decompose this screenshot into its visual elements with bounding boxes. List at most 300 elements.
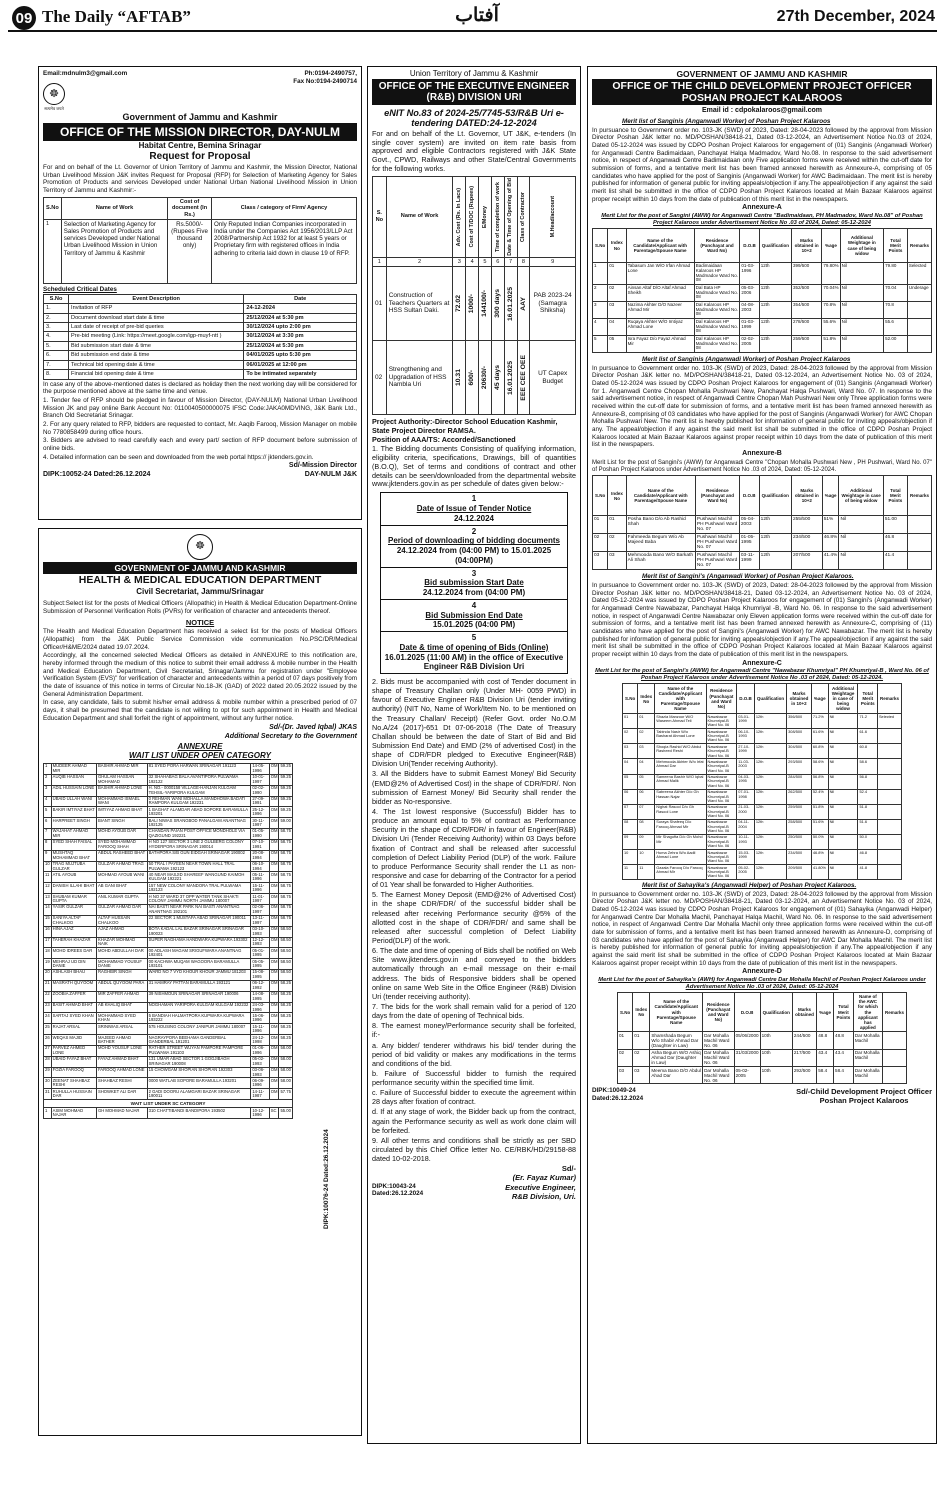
health-annexure: ANNEXURE [177,741,223,751]
waitlist-cell: 20-08-1994 [251,850,269,861]
merit-cell: 51.6% [811,819,828,834]
health-para-2: Accordingly, all the concerned selected Medical Officers as detailed in ANNEXURE to this notification are, hereby informed through the medium of this notice to submit their email address & mobile number in the Health and Medical Education Department, Civil Secretariat, Srinagar/Jammu for registration under "Employee Verification System (EVS)" for verification of character and antecedents within a period of 07 days positively from the date of issuance of this notice in terms of Circular No.18-JK (GAD) of 2022 dated 20.05.2022 issued by the General Administration Department. [43,652,357,698]
merit-cell: 55.6 [884,319,908,336]
waitlist-cell: 59.25 [279,785,293,796]
waitlist-cell: 59.25 [279,764,293,775]
waitlist-cell: 10-01-1997 [251,774,269,785]
merit-cell: 255/500 [791,516,822,534]
waitlist-row [44,764,293,775]
merit-cell: 11-03-2003 [737,759,755,774]
merit-cell: 04 [608,319,626,336]
rb-cell-value: 45 days [493,365,501,390]
merit-cell [877,744,901,759]
waitlist-cell: OM [269,915,279,926]
merit-col-header: Remarks [877,684,901,714]
rb-dip-2: Dated:26.12.2024 [372,1190,424,1198]
merit-col-header: Additional Weightage in case of being widow [839,476,883,516]
merit-cell: 09 [623,834,638,849]
waitlist-row [44,883,293,894]
waitlist-cell: 39 NISHMOUN SRINAGAR SRINAGAR 190006 [147,991,251,1002]
waitlist-cell: OM [269,926,279,937]
waitlist-cell: GH MOHMAD NAJAR [96,1108,147,1119]
waitlist-cell: ZOOBIA ZAFFER [51,991,96,1002]
merit-cell: 61.6% [811,729,828,744]
cdpo-dip-2: Dated:26.12.2024 [592,1094,644,1102]
waitlist-row [44,839,293,850]
waitlist-cell: OM [269,872,279,883]
merit-cell: 12th [759,319,791,336]
rb-cell-value: 600/- [468,369,476,386]
waitlist-cell: 58.75 [279,894,293,905]
waitlist-cell: MOHD AYOUB DAR [96,829,147,840]
waitlist-row [44,818,293,829]
merit-row [623,759,902,774]
waitlist-cell: SANIYA ALTAF CHALKOO [51,915,96,926]
merit-cell: 05-02-2005 [737,865,755,880]
waitlist-cell: MOHD IDREES DAR [51,948,96,959]
merit-cell: 58.6 [858,759,877,774]
waitlist-cell: 25 [44,1024,52,1035]
waitlist-cell: 10 [44,861,52,872]
merit-cell: 352/500 [791,285,821,302]
merit-cell: Nil [839,516,883,534]
merit-cell: Nil [828,714,858,729]
waitlist-cell: RATHER STREET WUYAN PAMPORE PAMPORE PULWAMA 191103 [147,1045,251,1056]
merit-cell: 3 [593,302,608,319]
annex-c-table [622,683,902,880]
merit-cell: 46.8% [811,849,828,864]
waitlist-cell: 59.00 [279,818,293,829]
merit-cell [877,819,901,834]
waitlist-cell: 19 [44,959,52,970]
waitlist-cell: 24 [44,1013,52,1024]
rb-sign-3: R&B Division, Uri. [511,1191,576,1201]
waitlist-cell: MOHAMMAD YOUSUF DANIE [96,959,147,970]
waitlist-cell: 15-11-1996 [251,883,269,894]
merit-cell: Dar Mohalla Machil Ward No. 06 [703,1066,735,1083]
merit-col-header: D.O.B [740,229,759,263]
waitlist-cell: 58.75 [279,861,293,872]
health-sign-1: Sd/-(Dr. Javed Iqbal) JKAS [269,724,357,732]
waitlist-cell: 11-01-1997 [251,894,269,905]
cdpo-sign-1: Sd/-Child Development Project Officer [796,1087,932,1097]
nulm-advertisement [38,66,362,520]
merit-col-header: Index No [608,476,626,516]
merit-cell: 01 [623,714,638,729]
merit-cell: Dal Bata HP Madmadov Ward No. 08 [694,285,740,302]
merit-row [618,1032,907,1049]
merit-cell: 03 [608,552,626,570]
merit-col-header: S.No [623,684,638,714]
waitlist-cell: 24-03-1996 [251,1002,269,1013]
health-notice: NOTICE [185,618,215,628]
merit-col-header: Qualification [760,993,792,1032]
merit-cell: Shamshada Begum W/o Shabir Ahmad Dar (Daughter in Law) [650,1032,703,1049]
merit-cell: 12th [754,789,786,804]
merit-cell: Nil [828,729,858,744]
merit-cell [882,1066,906,1083]
rb-col-number: 7 [504,257,517,266]
rb-clause-1: 1. The Bidding documents Consisting of qualifying information, eligibility criteria, specifications, Drawings, bill of quantities (B.O.Q), Set of terms and conditions of contract and other details can be seen/downloaded from the departmental website www.jktenders.gov.in as per schedule of dates given below:- [372,444,576,489]
waitlist-cell: OM [269,970,279,981]
rb-cell [517,267,530,341]
schedule-cell: Bid submission end date & time [69,351,244,360]
waitlist-cell: 59.25 [279,807,293,818]
waitlist-row [44,1067,293,1078]
waitlist-row [44,1078,293,1089]
merit-cell: 58.6% [811,759,828,774]
merit-cell: 12th [759,263,791,285]
waitlist-cell: 8 [44,839,52,850]
merit-cell: 11 [623,865,638,880]
rb-schedule-label: Date & time of opening of Bids (Online) [399,642,549,652]
cdpo-annex-c: Annexure-C [742,659,782,667]
col-date: Date [244,294,357,303]
waitlist-cell: BATHPORA S/B GUN EIDGAH SRINAGAR 190002 [147,850,251,861]
waitlist-cell: SUPER NAGHAMA HANDWARA KUPWARA 193302 [147,937,251,948]
rb-schedule-item [381,632,567,673]
nulm-point: 4. Detailed information can be seen and downloaded from the web portal https:// jktenders.gov.in. [43,453,314,461]
waitlist-cell: MUSHTAQ MOHAMMAD BHAT [51,850,96,861]
waitlist-cell: 58.50 [279,970,293,981]
merit-cell: Nighat Rasool D/o Gh Rasool Lone [655,804,706,819]
merit-cell: 244/500 [792,1032,816,1049]
waitlist-cell: MAJEED AHMAD BATHER [96,1035,147,1046]
rb-schedule-num: 5 [471,633,477,643]
merit-cell [877,865,901,880]
merit-cell: 2 [593,285,608,302]
merit-cell: Nil [840,285,883,302]
waitlist-row [44,1089,293,1100]
waitlist-cell: OM [269,1013,279,1024]
nulm-title: OFFICE OF THE MISSION DIRECTOR, DAY-NULM [43,123,357,141]
merit-cell: 01-03-1996 [740,263,759,285]
waitlist-cell: 14 [44,904,52,915]
waitlist-cell: NOGHAMAN YARIPORA KULGAM KULGAM 192232 [147,1002,251,1013]
merit-cell: 12th [759,302,791,319]
merit-cell: Nil [828,819,858,834]
rb-col-label: Class of Contractor [520,191,527,242]
nulm-schedule-table [43,294,357,380]
waitlist-cell: 58.75 [279,872,293,883]
merit-cell [907,516,931,534]
merit-col-header: Additional Weightage in case of being widow [840,229,883,263]
rb-col-label: Time of completion of work [494,181,501,252]
merit-col-header: Marks obtained in 10+2 [791,476,822,516]
merit-col-header: Residence (Panchayat and Ward No) [694,229,740,263]
merit-col-header: Total Merit Points [883,476,907,516]
merit-cell: 12th [754,714,786,729]
rb-schedule-item [381,493,567,525]
merit-cell: Nazima Akhter D/O Nazeer Ahmad Mir [626,302,694,319]
waitlist-cell: AB GANI BHAT [96,883,147,894]
merit-cell: Shazia Manzoor W/O Waseem Ahmad Teli [655,714,706,729]
waitlist-cell: OM [269,774,279,785]
rb-cell-value: 300 days [493,289,501,318]
waitlist-cell: GULZAR AHMAD TRAG [96,861,147,872]
merit-cell [877,849,901,864]
merit-cell: 01 [608,516,626,534]
waitlist-cell: MOHD ABDULLAH DAR [96,948,147,959]
merit-cell: 05 [638,774,655,789]
waitlist-row [44,1002,293,1013]
newspaper-name: The Daily “AFTAB” [42,7,191,26]
merit-cell: 58.4 [834,1066,854,1083]
newspaper-logo: آفتاب [455,4,499,26]
waitlist-cell: FAYAZ AHMAD BHAT [96,1056,147,1067]
waitlist-cell: ALTAF HUSSAIN CHALKOO [96,915,147,926]
waitlist-cell: OM [269,1056,279,1067]
merit-cell: 10 [638,849,655,864]
rb-works-table [372,176,576,415]
waitlist-cell: 58.00 [279,1078,293,1089]
merit-cell: 51.8% [822,336,840,353]
rb-schedule-value: 24.12.2024 from (04:00 PM) [422,588,526,598]
merit-cell: Nil [840,336,883,353]
waitlist-cell: OM [269,1024,279,1035]
merit-cell: 43.4 [834,1049,854,1066]
waitlist-cell: H NO 127 SECTOR 3 LINE 2 GULBERG COLONY HYDERPORA SRINAGAR 190014 [147,839,251,850]
schedule-cell: 4. [44,332,69,341]
waitlist-cell: 50 TRAL I PAYEEN NEAR TOWN HALL TRAL PULWAMA 192123 [147,861,251,872]
merit-cell: Mehmooda Akhter W/o Irfat Ahmad Dar [655,759,706,774]
waitlist-row [44,926,293,937]
rb-cell: 02 [373,341,387,415]
rb-sign-2: Executive Engineer, [505,1182,576,1192]
rb-cell-value: 72.02 [455,295,463,313]
merit-cell: Nil [828,849,858,864]
merit-cell: 304/500 [787,744,812,759]
nulm-sign-1: Sd/-Mission Director [288,462,357,470]
waitlist-cell: 5 [44,807,52,818]
waitlist-cell: 4 [44,796,52,807]
merit-cell: Dar Mohalla Machil [853,1066,882,1083]
rb-col-label: Date & Time of Opening of Bid [507,177,514,256]
waitlist-cell: 0000 WATLAB SOPORE BARAMULLA 193201 [147,1078,251,1089]
waitlist-cell: MIR ZAFFER AHMAD [96,991,147,1002]
merit-cell: Nil [828,804,858,819]
merit-cell: Posha Bano D/o Ab Rashid Shah [626,516,695,534]
waitlist-cell: 20 [44,970,52,981]
waitlist-cell: 59.25 [279,796,293,807]
merit-row [623,774,902,789]
waitlist-row [44,904,293,915]
merit-cell: 27-10-1999 [737,744,755,759]
col-cost: Cost of document (In Rs.) [168,197,212,219]
merit-cell: Underage [907,285,931,302]
merit-row [623,849,902,864]
merit-col-header: Remarks [907,229,931,263]
health-para-3: In case, any candidate, fails to submit his/her email address & mobile number within a prescribed period of 07 days, it shall be presumed that the candidate is not willing to opt for such appointment in Health and Medical Education Department and shall forfeit the right of appointment, without any further notice. [43,699,357,722]
waitlist-cell: 15-08-1995 [251,970,269,981]
merit-cell: Dar Mohalla Machil Ward No. 06 [703,1049,735,1066]
cdpo-caption-d: Merit List for the post of Sahayika's (AWH) for Anganwadi Centre Dar Mohalla Machil of Poshan Project Kalaroos under Advertisement Notice No .03 of 2024, Dated: 05-12-2024 [598,977,926,991]
waitlist-cell: 22 SECTOR 1 MUSTAFA ABAD SRINAGAR 190011 [147,915,251,926]
cdpo-para-c: In pursuance to Government order no. 103-JK (SWD) of 2023, Dated: 28-04-2023 followed by the approval from Mission Director Poshan J&K letter no. MD/POSHAN/38418-21, Dated 03-12-2024, an Advertisement Notice No. 03 of 2024, Dated 05-12-2024 was issued by CDPO Poshan Project Kalaroos for engagement of (01) Sangini's (Anganwadi Worker) for Anganwadi Centre Nawabazar, Panchayat Halqa Khumriyal -B, Ward No. 06. In response to the said advertisement notice, in respect of Anganwadi Centre Nawabazar only Eleven application forms were received within the cut-off date for submission of forms, and a tentative merit list has been framed annexed herewith as Annexure-C, comprising of (11) candidates who have applied for the post of Sangini's (Anganwadi Worker) for AWC Nawabazar. The merit list is hereby published for information of general public for inviting appeals/objection if any.The appeal/objection if any against the said merit list shall be submitted in the office of CDPO Poshan Project Kalaroos located at Main Bazaar Kalaroos against proper receipt within 10 days from the date of publication of this merit list in the newspapers. [592,581,932,658]
waitlist-cell: OM [269,850,279,861]
merit-col-header: Index No [608,229,626,263]
merit-cell: Meema Bano D/O Abdul Ahad Dar [650,1066,703,1083]
annex-a-table [592,228,932,353]
merit-cell: 04 [623,759,638,774]
cdpo-govt: GOVERNMENT OF JAMMU AND KASHMIR [676,69,848,79]
schedule-cell: 25/12/2024 at 5:30 pm [244,341,357,350]
rb-cell: PAB 2023-24 (Samagra Shiksha) [530,267,576,341]
merit-cell: Nawabazar Khumriyal-B Ward No. 06 [706,849,737,864]
rb-cell [479,267,492,341]
merit-cell: 51.8% [811,804,828,819]
waitlist-row [44,861,293,872]
merit-cell: 234/500 [791,534,822,552]
rb-cell [479,341,492,415]
waitlist-cell: 25-12-1996 [251,807,269,818]
merit-cell: Nawabazar Khumriyal-B Ward No. 06 [706,789,737,804]
waitlist-row [44,1024,293,1035]
schedule-cell: 24-12-2024 [244,304,357,313]
col-sno: S.No [44,294,69,303]
schedule-cell: Bid submission start date & time [69,341,244,350]
merit-cell: 217/500 [792,1049,816,1066]
merit-cell: 51.8 [858,804,877,819]
waitlist-cell: OM [269,764,279,775]
waitlist-cell: 2 GADI DOORU ALAMGARI BAZAR SRINAGAR 190011 [147,1089,251,1100]
merit-cell: 05-04-2003 [739,516,759,534]
waitlist-cell: 58.25 [279,1013,293,1024]
waitlist-cell: ASHLASH BHAU [51,970,96,981]
merit-cell: 52.4 [858,789,877,804]
merit-cell [877,729,901,744]
rb-schedule-label: Period of downloading of bidding documents [388,536,560,546]
waitlist-cell: MOHAMMAD SYED KHAN [96,1013,147,1024]
waitlist-cell: ADIL HUSSAIN LONE [51,785,96,796]
merit-cell: 292/500 [792,1066,816,1083]
cell: Rs.5000/- (Rupees Five thousand only) [168,220,212,284]
merit-col-header: Residence (Panchayat and Ward No) [695,476,739,516]
schedule-cell: 30/12/2024 at 3:30 pm [244,332,357,341]
rb-cell-value: 10.31 [455,369,463,387]
merit-cell: 250/500 [787,834,812,849]
merit-cell: 03-11-1999 [739,552,759,570]
waitlist-cell: HARPREET SINGH [51,818,96,829]
merit-cell: 60.8 [858,744,877,759]
merit-col-header: Remarks [907,476,931,516]
merit-cell [907,534,931,552]
waitlist-cell: ASIM MOHMAD NAJAR [51,1108,96,1119]
rb-clause: 4. The 1st lowest responsive (Successful) Bidder has to produce an amount equal to 5% of contract as Performance Security in the shape of CDR/FDR/ in favour of Engineer(R&B) Division Uri (Tender Receiving Authority) within 03 Days before fixation of Contract and shall be released after successful completion of Defect Liability Period (DLP) of the work. Failure to produce Performance Security shall render the L1 as non-responsive and case for debarring of the Contractor for a period of 01 Year shall be forwarded to Higher Authorities. [372,806,576,890]
rb-col-number: 3 [453,257,466,266]
waitlist-cell: 58.00 [279,1067,293,1078]
cdpo-annex-b: Annexure-B [742,450,782,458]
waitlist-cell: 06-10-1994 [251,861,269,872]
merit-cell: 259/500 [787,804,812,819]
rb-clause: 7. The bids for the work shall remain valid for a period of 120 days from the date of opening of Technical bids. [372,1001,576,1021]
merit-cell: 02 [623,729,638,744]
schedule-cell: Financial bid opening date & time [69,370,244,379]
merit-cell: 02 [608,534,626,552]
merit-cell: 01 [608,263,626,285]
merit-col-header: D.O.B [737,684,755,714]
waitlist-cell: 310 CHATTIBANDI BANDIPORA 193502 [147,1108,251,1119]
merit-cell [907,552,931,570]
rb-cell [504,267,517,341]
waitlist-cell: 58.75 [279,883,293,894]
rb-cell [504,341,517,415]
merit-cell: 06-10-1993 [737,729,755,744]
waitlist-cell: 15 [44,915,52,926]
merit-row [623,834,902,849]
merit-cell: 31/03/2000 [734,1049,760,1066]
health-subtitle: Civil Secretariat, Jammu/Srinagar [136,587,264,597]
merit-cell: Ruqaya Akhter W/O Imtiyaz Ahmad Lone [626,319,694,336]
merit-cell: Nil [828,744,858,759]
merit-col-header: Marks obtained in 10+2 [791,229,821,263]
rb-clause: a. Any bidder/ tenderer withdraws his bid/ tender during the period of bid validity or makes any modifications in the terms and conditions of the bid. [372,1040,576,1068]
waitlist-cell: MOHMAD AYOUB WANI [96,872,147,883]
merit-col-header: S.No [618,993,633,1032]
waitlist-cell: 58.25 [279,991,293,1002]
merit-col-header: %age [817,993,834,1032]
waitlist-cell: HINA AJAZ [51,926,96,937]
waitlist-row [44,991,293,1002]
merit-cell: Mir Shagufta D/o Gh Mohd Mir [655,834,706,849]
waitlist-cell: MOHD YOUSUF LONE [96,1045,147,1056]
waitlist-cell: 5 BANDIAH HALMATPORA KUPWARA KUPWARA 193222 [147,1013,251,1024]
waitlist-sc-label: WAIT LIST UNDER SC CATEGORY [44,1100,293,1108]
nulm-work-table [43,197,357,284]
schedule-cell: 5. [44,341,69,350]
nulm-point: 2. For any query related to RFP, bidders are requested to contact, Mr. Aaqib Farooq, Mission Manager on mobile No 7780858499 during office hours. [43,420,357,436]
cdpo-para-d: In pursuance to Government order no. 103-JK (SWD) of 2023, Dated: 28-04-2023 followed by the approval from Mission Director Poshan J&K letter no. MD/POSHAN/38418-21, Dated 03-12-2024, an Advertisement Notice No. 03 of 2024, Dated 05-12-2024 was issued by CDPO Poshan Project Kalaroos for engagement of (01) Sahayika (Anganwadi Helper) for Anganwadi Centre Dar Mohalla Machil, Panchayat Halqa Machil, Ward No. 06. In response to the said advertisement notice, in respect of Anganwadi Centre Dar Mohalla Machil only three application forms were received within the cut-off date for submission of forms, and a tentative merit list has been framed annexed herewith as Annexure-D, comprising of 03 candidates who have applied for the post of Sahayika (Anganwadi Helper) for AWC Dar Mohalla Machil. The merit list is hereby published for information of general public for inviting appeals/objection if any.The appeal/objection if any against the said merit list shall be submitted in the office of CDPO Poshan Project Kalaroos located at Main Bazaar Kalaroos against proper receipt within 10 days from the date of publication of this merit list in the newspapers. [592,890,932,967]
rb-schedule-label: Bid Submission End Date [425,610,523,620]
waitlist-cell: 01-06-1996 [251,1045,269,1056]
merit-cell: 399/500 [791,263,821,285]
waitlist-cell: 03-10-1993 [251,926,269,937]
merit-col-header: Remarks [882,993,906,1032]
merit-row [593,336,932,353]
waitlist-cell: OM [269,948,279,959]
waitlist-cell: 05-01-1995 [251,948,269,959]
waitlist-cell: 27-09-1991 [251,796,269,807]
waitlist-cell: AJAZ AHMAD [96,926,147,937]
nulm-fax: Fax No:0194-2490714 [293,77,357,85]
waitlist-cell: ANIL KUMAR GUPTA [96,894,147,905]
rb-col-label: M.Head/account [549,196,556,238]
merit-cell: Tabinda Nasir W/o Basharat Ahmad Lone [655,729,706,744]
nulm-phone: Ph:0194-2490757, [304,70,357,77]
waitlist-cell: ABDUL QUYOOM PARA [96,980,147,991]
merit-row [623,714,902,729]
health-subject: Subject:Select list for the posts of Medical Officers (Allopathic) in Health & Medical Education Department-Online Submission of Personnel Verification Rolls (PVRs) for verification of character and antecedents thereof. [43,599,357,615]
merit-cell: 10 [623,849,638,864]
waitlist-cell: 58.75 [279,839,293,850]
waitlist-cell: OM [269,883,279,894]
merit-row [618,1066,907,1083]
merit-cell: 12th [759,516,791,534]
merit-cell: 03 [623,744,638,759]
waitlist-cell: 23 [44,1002,52,1013]
merit-cell: Dal Kalaroos HP Madmadov Ward No. 08 [694,336,740,353]
merit-cell: 51% [822,516,839,534]
waitlist-cell: 58.75 [279,850,293,861]
nulm-holiday-note: In case any of the above-mentioned dates is declared as holiday then the next working day will be considered for the purpose mentioned above at the same time and venue. [43,380,357,396]
cdpo-merit-a: Merit list of Sanginis (Anganwadi Worker) of Poshan Project Kalaroos [622,118,831,126]
merit-cell: 79.80% [822,263,840,285]
waitlist-cell: GULZAR AHMAD DAR [96,904,147,915]
merit-col-header: Index No [638,684,655,714]
merit-col-header: D.O.B [734,993,760,1032]
merit-row [623,865,902,880]
waitlist-row [44,980,293,991]
